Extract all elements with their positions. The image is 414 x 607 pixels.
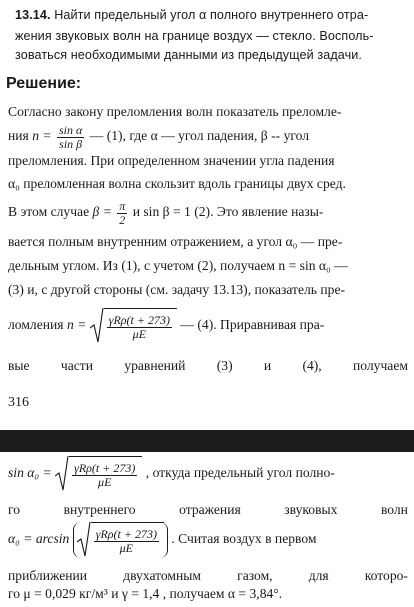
word: уравнений (124, 358, 186, 373)
eq-beta: β = (92, 204, 112, 220)
page-number: 316 (8, 395, 29, 410)
cont-line-1 (8, 456, 408, 492)
body-line-7: дельным углом. Из (1), с учетом (2), получаем n = sin α₀ — (8, 258, 348, 273)
radical-sign-icon (77, 522, 91, 558)
problem-number: 13.14. (15, 8, 51, 22)
fraction-denominator: sin β (59, 136, 83, 151)
word: которо- (364, 568, 408, 583)
eq-n: n = (32, 128, 52, 144)
fraction-numerator: sin α (59, 123, 83, 137)
body-line-9-prefix: ломления (8, 317, 64, 333)
fraction-denominator: μE (119, 540, 134, 555)
textbook-page-bottom (0, 452, 414, 607)
cont-line-1-rhs: , откуда предельный угол полно- (145, 465, 335, 481)
word: газом, (237, 568, 273, 583)
fraction-numerator: γRρ(t + 273) (95, 526, 157, 541)
eq-sin-alpha0: sin α₀ = (8, 465, 52, 481)
cont-line-3 (8, 522, 408, 558)
word: звуковых (284, 502, 338, 517)
body-line-9-suffix: — (4). Приравнивая пра- (180, 317, 325, 333)
radicand-fraction (94, 528, 159, 554)
fraction-denominator: μE (132, 326, 147, 341)
cont-line-5: го μ = 0,029 кг/м³ и γ = 1,4 , получаем α = 3,84°. (8, 586, 283, 601)
radicand-fraction (107, 314, 172, 340)
body-line-1: Согласно закону преломления волн показатель преломле- (8, 104, 342, 119)
eq-n-2: n = (66, 317, 87, 333)
body-line-5-a: В этом случае (8, 204, 90, 220)
page-divider (0, 430, 414, 452)
cont-line-2 (8, 502, 408, 518)
radical-sign-icon (90, 308, 104, 344)
sqrt-expression (90, 308, 177, 344)
cont-line-4 (8, 568, 408, 584)
fraction-denominator: μE (98, 474, 112, 489)
word: волн (380, 502, 408, 517)
problem-line-1 (15, 8, 408, 22)
word: (3) (216, 358, 233, 373)
body-line-2-prefix: ния (8, 128, 29, 144)
fraction-sin-alpha-over-sin-beta (57, 124, 84, 150)
fraction-numerator: γRρ(t + 273) (108, 312, 170, 327)
problem-text-1: Найти предельный угол α полного внутреннего отра- (54, 8, 369, 22)
solution-heading: Решение: (6, 75, 82, 92)
word: отражения (179, 502, 241, 517)
sqrt-expression (55, 456, 142, 492)
problem-line-3: зоваться необходимыми данными из предыдущей задачи. (15, 48, 362, 62)
word: приближении (8, 568, 88, 583)
word: получаем (352, 358, 408, 373)
fraction-pi-over-2 (117, 200, 127, 226)
body-line-8: (3) и, с другой стороны (см. задачу 13.13), показатель пре- (8, 282, 346, 297)
fraction-numerator: π (119, 199, 126, 213)
eq-alpha0-arcsin: α₀ = arcsin (8, 531, 70, 547)
sqrt-expression (77, 522, 164, 558)
cont-line-3-rhs: . Считая воздух в первом (171, 531, 317, 547)
fraction-denominator: 2 (119, 212, 126, 227)
body-line-2-suffix: — (1), где α — угол падения, β -- угол (89, 128, 310, 144)
body-line-9 (8, 308, 408, 344)
word: для (308, 568, 329, 583)
arcsin-parentheses (73, 522, 168, 558)
fraction-numerator: γRρ(t + 273) (74, 460, 136, 475)
radicand-fraction (72, 462, 137, 488)
body-line-5 (8, 200, 408, 226)
body-line-5-b: и sin β = 1 (2). Это явление назы- (132, 204, 324, 220)
word: двухатомным (123, 568, 202, 583)
body-line-10 (8, 358, 408, 374)
word: внутреннего (63, 502, 136, 517)
word: и (263, 358, 272, 373)
body-line-2 (8, 124, 408, 150)
body-line-4: α₀ преломленная волна скользит вдоль границы двух сред. (8, 176, 346, 191)
body-line-3: преломления. При определенном значении угла падения (8, 153, 335, 168)
word: (4), (302, 358, 322, 373)
word: го (8, 502, 21, 517)
word: части (60, 358, 93, 373)
word: вые (8, 358, 30, 373)
problem-line-2: жения звуковых волн на границе воздух — стекло. Восполь- (15, 29, 374, 43)
body-line-6: вается полным внутренним отражением, а угол α₀ — пре- (8, 234, 343, 249)
radical-sign-icon (55, 456, 69, 492)
